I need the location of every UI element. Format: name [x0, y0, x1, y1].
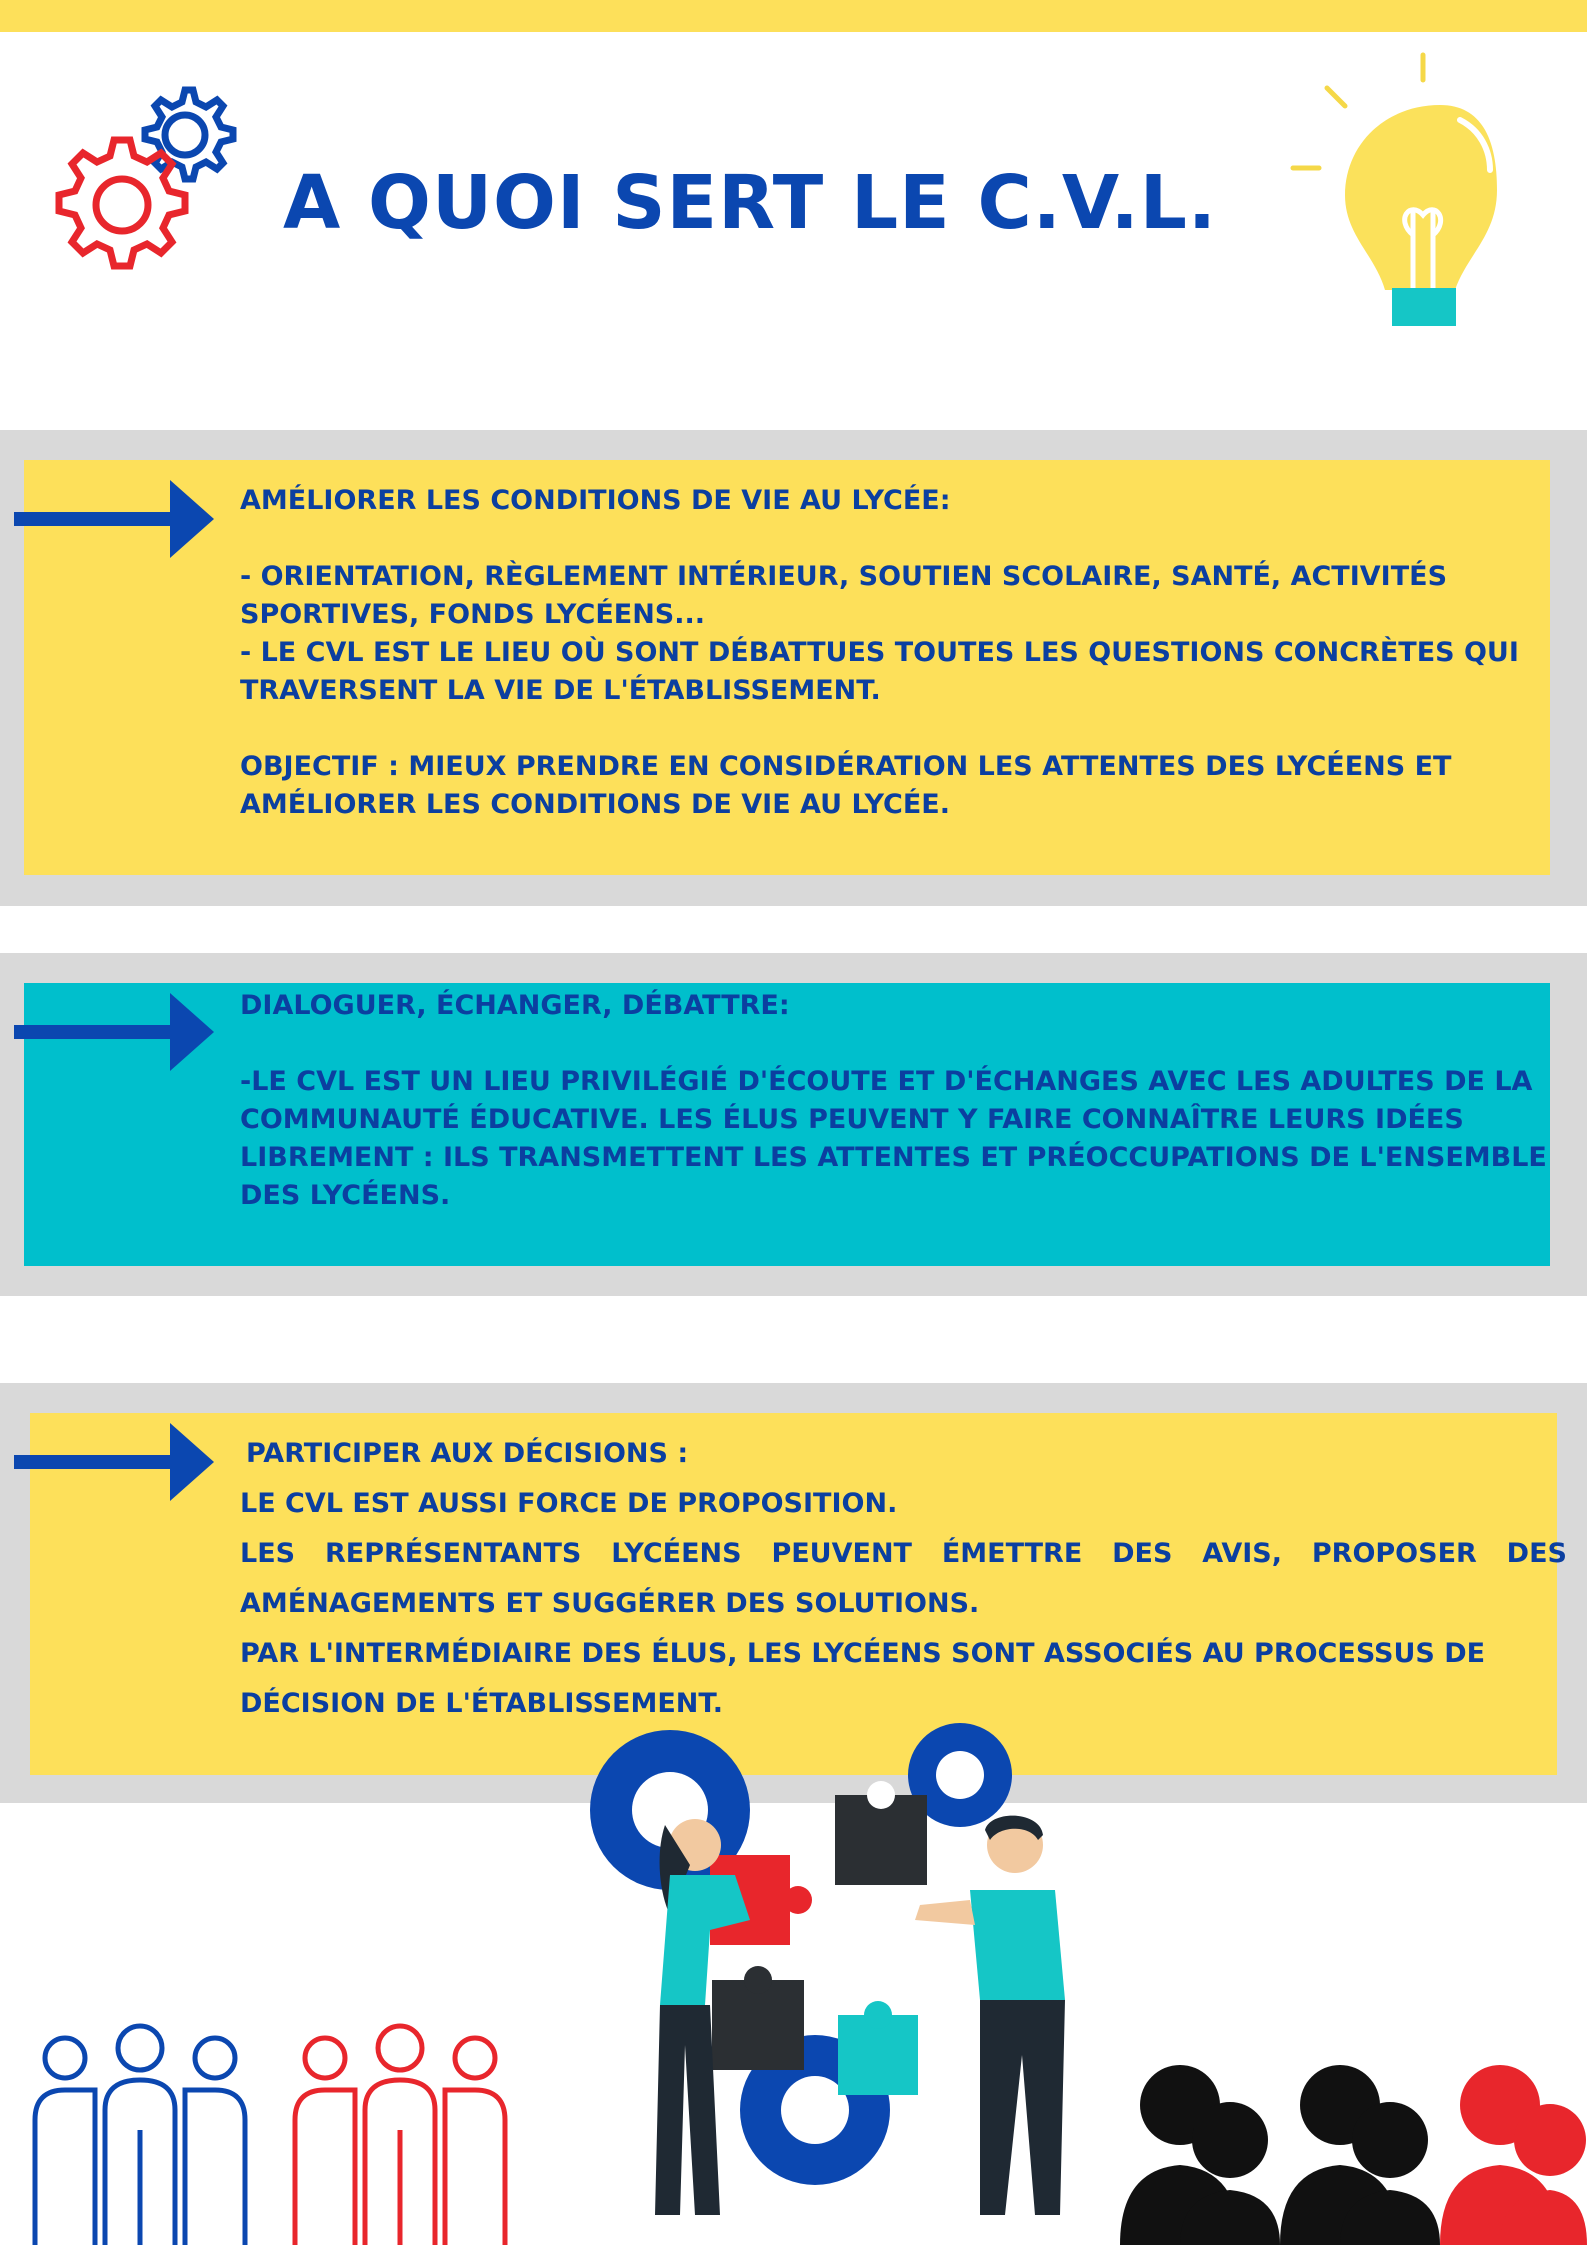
section-line: LE CVL EST AUSSI FORCE DE PROPOSITION. [240, 1488, 898, 1519]
section-objective: OBJECTIF : MIEUX PRENDRE EN CONSIDÉRATION LES ATTENTES DES LYCÉENS ET AMÉLIORER LES CONDITIONS DE VIE AU LYCÉE. [240, 751, 1452, 820]
section-heading: AMÉLIORER LES CONDITIONS DE VIE AU LYCÉE: [240, 485, 951, 516]
arrow-right-icon [14, 993, 214, 1073]
people-outline-icon [30, 2010, 530, 2245]
section-text [240, 482, 1567, 824]
top-accent-bar [0, 0, 1587, 32]
section-conditions-de-vie [0, 430, 1587, 906]
arrow-right-icon [14, 480, 214, 560]
puzzle-team-illustration [560, 1715, 1080, 2245]
section-text [240, 987, 1567, 1215]
section-line: - ORIENTATION, RÈGLEMENT INTÉRIEUR, SOUTIEN SCOLAIRE, SANTÉ, ACTIVITÉS SPORTIVES, FONDS LYCÉENS... [240, 561, 1448, 630]
section-body: -LE CVL EST UN LIEU PRIVILÉGIÉ D'ÉCOUTE ET D'ÉCHANGES AVEC LES ADULTES DE LA COMMUNAUTÉ ÉDUCATIVE. LES ÉLUS PEUVENT Y FAIRE CONNAÎTRE LEURS IDÉES LIBREMENT : ILS TRANSMETTENT LES ATTENTES ET PRÉOCCUPATIONS DE L'ENSEMBLE DES LYCÉENS. [240, 1066, 1547, 1211]
gears-icon [40, 80, 250, 290]
section-line: PAR L'INTERMÉDIAIRE DES ÉLUS, LES LYCÉENS SONT ASSOCIÉS AU PROCESSUS DE DÉCISION DE L'ÉTABLISSEMENT. [240, 1638, 1486, 1719]
section-heading: PARTICIPER AUX DÉCISIONS : [246, 1438, 689, 1469]
page-title: A QUOI SERT LE C.V.L. [283, 160, 1217, 246]
lightbulb-icon [1285, 50, 1525, 330]
section-line: - LE CVL EST LE LIEU OÙ SONT DÉBATTUES TOUTES LES QUESTIONS CONCRÈTES QUI TRAVERSENT LA VIE DE L'ÉTABLISSEMENT. [240, 637, 1519, 706]
people-silhouette-icon [1110, 2060, 1587, 2245]
section-text [240, 1429, 1567, 1729]
section-line: LES REPRÉSENTANTS LYCÉENS PEUVENT ÉMETTRE DES AVIS, PROPOSER DES AMÉNAGEMENTS ET SUGGÉRER DES SOLUTIONS. [240, 1538, 1567, 1619]
arrow-right-icon [14, 1423, 214, 1503]
section-heading: DIALOGUER, ÉCHANGER, DÉBATTRE: [240, 990, 790, 1021]
section-dialoguer [0, 953, 1587, 1296]
